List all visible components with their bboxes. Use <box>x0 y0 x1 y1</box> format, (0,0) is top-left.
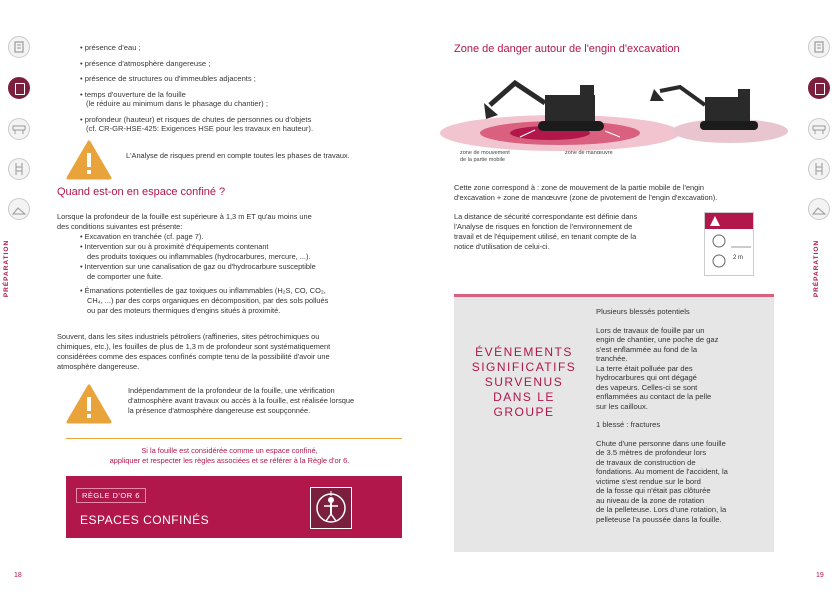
list-item-continuation: (le réduire au minimum dans le phasage du chantier) ; <box>86 99 268 108</box>
vertical-tab-left: PRÉPARATION <box>3 239 11 298</box>
list-item-continuation: de comporter une fuite. <box>87 272 164 281</box>
sign-header <box>705 213 753 229</box>
list-item: • présence d'atmosphère dangereuse ; <box>80 58 211 68</box>
distance-pictogram <box>705 229 755 277</box>
event-2-header: 1 blessé : fractures <box>596 420 661 429</box>
events-header: Plusieurs blessés potentiels <box>596 307 690 316</box>
nav-ladder-icon-right[interactable] <box>808 158 830 180</box>
events-title: ÉVÉNEMENTS SIGNIFICATIFS SURVENUS DANS LE GROUPE <box>471 345 577 419</box>
warning-triangle-icon <box>66 384 112 424</box>
list-item: • Excavation en tranchée (cf. page 7). <box>80 232 204 241</box>
safety-distance-description: La distance de sécurité correspondante est définie dans l'Analyse de risques en fonction de l'environnement de travail et de l'équipement utilisé, en tenant compte de la notice d'utilisation de celui-ci. <box>454 212 638 251</box>
confined-space-pictogram <box>310 487 352 529</box>
vertical-tab-right: PRÉPARATION <box>813 239 821 298</box>
conditions-list <box>80 232 400 316</box>
atmosphere-check-note: Indépendamment de la profondeur de la fouille, une vérification d'atmosphère avant travaux ou accès à la fouille, est réalisée lorsque la présence d'atmosphère dangereuse est soupçonnée. <box>128 386 355 415</box>
event-2-description: Chute d'une personne dans une fouille de 3.5 mètres de profondeur lors de travaux de construction de fondations. Au moment de l'accident, la victime s'est rendue sur le bord de la fosse qui n'était pas clôturée au niveau de la zone de rotation de la pelleteuse. Lors d'une rotation, la pelleteuse l'a poussée dans la fouille. <box>596 438 728 524</box>
list-item: • profondeur (hauteur) et risques de chutes de personnes ou d'objets <box>80 114 312 124</box>
warning-triangle-icon <box>66 140 112 180</box>
legend-moving-part-zone: zone de mouvement de la partie mobile <box>460 150 510 163</box>
distance-label: 2 m <box>733 255 744 261</box>
list-item: • Émanations potentielles de gaz toxiques ou inflammables (H₂S, CO, CO₂, <box>80 286 326 295</box>
rule-title: ESPACES CONFINÉS <box>80 513 210 527</box>
page-number-right: 19 <box>816 572 824 579</box>
risk-analysis-note: L'Analyse de risques prend en compte toutes les phases de travaux. <box>126 151 350 160</box>
industrial-sites-paragraph: Souvent, dans les sites industriels pétroliers (raffineries, sites pétrochimiques ou chimiques, etc.), les fouilles de plus de 1,3 m de profondeur sont systématiquement considérées comme des espaces confinés compte tenu de la possibilité d'avoir une atmosphère dangereuse. <box>57 332 331 371</box>
confined-space-definition: Lorsque la profondeur de la fouille est supérieure à 1,3 m ET qu'au moins une des conditions suivantes est présente: <box>57 212 312 231</box>
page-number-left: 18 <box>14 572 22 579</box>
list-item: • Intervention sur une canalisation de gaz ou d'hydrocarbure susceptible <box>80 262 316 271</box>
nav-document-icon-right[interactable] <box>808 36 830 58</box>
list-item: • Intervention sur ou à proximité d'équipements contenant <box>80 242 269 251</box>
list-item-continuation: ou par des moteurs thermiques d'engins situés à proximité. <box>87 306 281 315</box>
nav-checklist-icon[interactable] <box>8 77 30 99</box>
right-page-title: Zone de danger autour de l'engin d'excavation <box>454 43 680 55</box>
nav-document-icon[interactable] <box>8 36 30 58</box>
section-title: Quand est-on en espace confiné ? <box>57 186 226 198</box>
safety-distance-sign <box>704 212 754 276</box>
rule-badge: RÈGLE D'OR 6 <box>76 488 146 503</box>
warning-icon <box>705 213 755 229</box>
list-item-continuation: CH₄, ...) par des corps organiques en décomposition, par des sols pollués <box>87 296 329 305</box>
excavator-danger-zone-illustration <box>440 75 800 160</box>
events-panel <box>454 294 774 552</box>
list-item: • présence de structures ou d'immeubles adjacents ; <box>80 74 256 83</box>
nav-excavation-icon[interactable] <box>8 198 30 220</box>
zone-description: Cette zone correspond à : zone de mouvement de la partie mobile de l'engin d'excavation + zone de manœuvre (zone de pivotement de l'engin d'excavation). <box>454 183 718 202</box>
risk-factors-list <box>80 43 400 134</box>
legend-maneuver-zone: zone de manœuvre <box>565 150 613 156</box>
list-item-continuation: (cf. CR-GR-HSE-425: Exigences HSE pour les travaux en hauteur). <box>86 124 314 133</box>
list-item: • temps d'ouverture de la fouille <box>80 89 186 99</box>
divider <box>66 438 402 439</box>
confined-space-icon <box>311 488 351 528</box>
nav-checklist-icon-right[interactable] <box>808 77 830 99</box>
golden-rule-banner[interactable] <box>66 476 402 538</box>
nav-barrier-icon[interactable] <box>8 118 30 140</box>
event-1-description: Lors de travaux de fouille par un engin de chantier, une poche de gaz s'est enflammée au fond de la tranchée. La terre était polluée par des hydrocarbures qui ont dégagé des vapeurs. Celles-ci se sont enflammées au contact de la pelle sur les cailloux. <box>596 325 719 411</box>
events-content <box>596 307 772 524</box>
confined-space-rule-note: Si la fouille est considérée comme un espace confiné, appliquer et respecter les règles associées et se référer à la Règle d'or 6. <box>109 446 350 465</box>
nav-barrier-icon-right[interactable] <box>808 118 830 140</box>
list-item: • présence d'eau ; <box>80 43 141 52</box>
list-item-continuation: des produits toxiques ou inflammables (hydrocarbures, mercure, ...). <box>87 252 311 261</box>
nav-excavation-icon-right[interactable] <box>808 198 830 220</box>
nav-ladder-icon[interactable] <box>8 158 30 180</box>
